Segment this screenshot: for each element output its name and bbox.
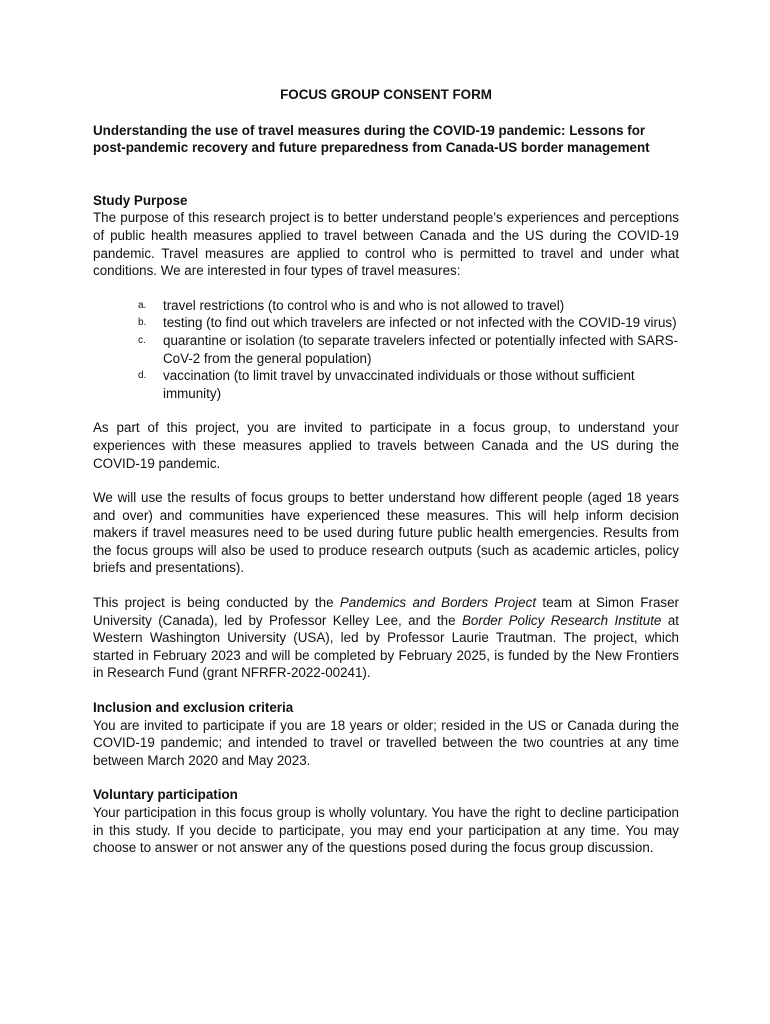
study-purpose-heading: Study Purpose bbox=[93, 192, 188, 208]
project-name: Pandemics and Borders Project bbox=[339, 595, 537, 611]
study-purpose-intro: The purpose of this research project is to better understand people’s experiences and perceptions of public health measures applied to travel between Canada and the US during the COVID-19 pandemic. Travel measures are applied to control who is permitted to travel and under what conditions. We are interested in four types of travel measures: bbox=[93, 210, 679, 279]
list-item-text: quarantine or isolation (to separate travelers infected or potentially infected with SARS-CoV-2 from the general population) bbox=[163, 332, 679, 366]
list-item-text: vaccination (to limit travel by unvaccinated individuals or those without sufficient immunity) bbox=[163, 368, 635, 401]
travel-measures-list bbox=[93, 297, 679, 403]
document-title: FOCUS GROUP CONSENT FORM bbox=[280, 87, 492, 102]
list-marker: c. bbox=[138, 334, 146, 346]
list-item bbox=[138, 332, 679, 367]
voluntary-section bbox=[93, 786, 679, 856]
inclusion-section bbox=[93, 699, 679, 769]
results-paragraph: We will use the results of focus groups to better understand how different people (aged 18 years and over) and communities have experienced these measures. This will help inform decision makers if travel measures need to be used during future public health emergencies. Results from the focus groups will also be used to produce research outputs (such as academic articles, policy briefs and presentations). bbox=[93, 490, 679, 576]
study-purpose-section bbox=[93, 192, 679, 682]
list-item bbox=[138, 367, 679, 402]
voluntary-body: Your participation in this focus group is wholly voluntary. You have the right to decline participation in this study. If you decide to participate, you may end your participation at any time. You may choose to answer or not answer any of the questions posed during the focus group discussion. bbox=[93, 805, 679, 856]
list-marker: a. bbox=[138, 299, 147, 311]
project-paragraph bbox=[93, 594, 679, 682]
list-item-text: testing (to find out which travelers are infected or not infected with the COVID-19 virus) bbox=[163, 315, 677, 331]
project-text-1: This project is being conducted by the bbox=[93, 595, 340, 611]
voluntary-heading: Voluntary participation bbox=[93, 787, 238, 803]
project-text-2: team at Simon Fraser University (Canada), led by Professor Kelley Lee, and the bbox=[93, 595, 679, 628]
project-text-3: at Western Washington University (USA), led by Professor Laurie Trautman. The project, which started in February 2023 and will be completed by February 2025, is funded by the New Frontiers in Research Fund (grant NFRFR-2022-00241). bbox=[93, 612, 679, 681]
list-item bbox=[138, 314, 679, 332]
institute-name: Border Policy Research Institute bbox=[461, 612, 662, 628]
list-marker: d. bbox=[138, 370, 147, 382]
document-subtitle: Understanding the use of travel measures during the COVID-19 pandemic: Lessons for post-pandemic recovery and future preparedness from Canada-US border management bbox=[93, 122, 650, 156]
list-item-text: travel restrictions (to control who is and who is not allowed to travel) bbox=[163, 297, 565, 313]
document-body bbox=[93, 86, 679, 857]
list-item bbox=[138, 297, 679, 315]
invitation-paragraph: As part of this project, you are invited to participate in a focus group, to understand your experiences with these measures applied to travels between Canada and the US during the COVID-19 pandemic. bbox=[93, 420, 679, 471]
inclusion-heading: Inclusion and exclusion criteria bbox=[93, 700, 294, 716]
inclusion-body: You are invited to participate if you are 18 years or older; resided in the US or Canada during the COVID-19 pandemic; and intended to travel or travelled between the two countries at any time between March 2020 and May 2023. bbox=[93, 717, 679, 768]
list-marker: b. bbox=[138, 317, 147, 329]
